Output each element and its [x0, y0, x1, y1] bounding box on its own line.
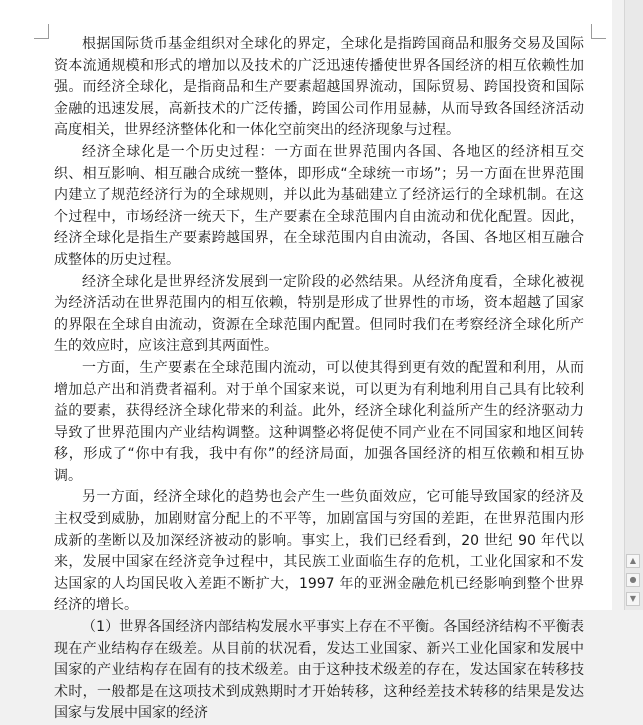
- margin-corner-mark: [591, 24, 606, 39]
- paragraph: 经济全球化是一个历史过程：一方面在世界范围内各国、各地区的经济相互交织、相互影响、相互融合成统一整体，即形成“全球统一市场”；另一方面在世界范围内建立了规范经济行为的全球规则，并以此为基础建立了经济运行的全球机制。在这个过程中，市场经济一统天下，生产要素在全球范围内自由流动和优化配置。因此，经济全球化是指生产要素跨越国界，在全球范围内自由流动，各国、各地区相互融合成整体的历史过程。: [54, 143, 584, 268]
- scroll-prev-page-icon[interactable]: ▲: [626, 554, 640, 568]
- paragraph: 另一方面，经济全球化的趋势也会产生一些负面效应，它可能导致国家的经济及主权受到威胁，加剧财富分配上的不平等，加剧富国与穷国的差距，在世界范围内形成新的垄断以及加深经济被动的影响。事实上，我们已经看到，20 世纪 90 年代以来，发展中国家在经济竞争过程中，其民族工业面临生存的危机，工业化国家和不发达国家的人均国民收入差距不断扩大，1997 年的亚洲金融危机已经影响到整个世界经济的增长。: [54, 489, 584, 614]
- paragraph: （1）世界各国经济内部结构发展水平事实上存在不平衡。各国经济结构不平衡表现在产业结构存在级差。从目前的状况看，发达工业国家、新兴工业化国家和发展中国家的产业结构存在固有的技术级差。由于这种技术级差的存在，发达国家在转移技术时，一般都是在这项技术到成熟期时才开始转移，这种经差技术转移的结果是发达国家与发展中国家的经济: [54, 619, 584, 722]
- document-body[interactable]: [54, 34, 584, 725]
- vertical-scrollbar[interactable]: [624, 0, 643, 610]
- margin-corner-mark: [34, 24, 49, 39]
- paragraph: 一方面，生产要素在全球范围内流动，可以使其得到更有效的配置和利用，从而增加总产出和消费者福利。对于单个国家来说，可以更为有利地利用自己具有比较利益的要素，获得经济全球化带来的利益。此外，经济全球化利益所产生的经济驱动力导致了世界范围内产业结构调整。这种调整必将促使不同产业在不同国家和地区间转移，形成了“你中有我，我中有你”的经济局面，加强各国经济的相互依赖和相互协调。: [54, 359, 584, 484]
- scroll-next-page-icon[interactable]: ▼: [626, 592, 640, 606]
- paragraph: 根据国际货币基金组织对全球化的界定，全球化是指跨国商品和服务交易及国际资本流通规模和形式的增加以及技术的广泛迅速传播使世界各国经济的相互依赖性加强。而经济全球化，是指商品和生产要素超越国界流动，国际贸易、跨国投资和国际金融的迅速发展，高新技术的广泛传播，跨国公司作用显赫，从而导致各国经济活动高度相关，世界经济整体化和一体化空前突出的经济现象与过程。: [54, 36, 584, 139]
- paragraph: 经济全球化是世界经济发展到一定阶段的必然结果。从经济角度看，全球化被视为经济活动在世界范围内的相互依赖，特别是形成了世界性的市场，资本超越了国家的界限在全球自由流动，资源在全球范围内配置。但同时我们在考察经济全球化所产生的效应时，应该注意到其两面性。: [54, 273, 584, 355]
- scroll-select-browse-icon[interactable]: ●: [626, 573, 640, 587]
